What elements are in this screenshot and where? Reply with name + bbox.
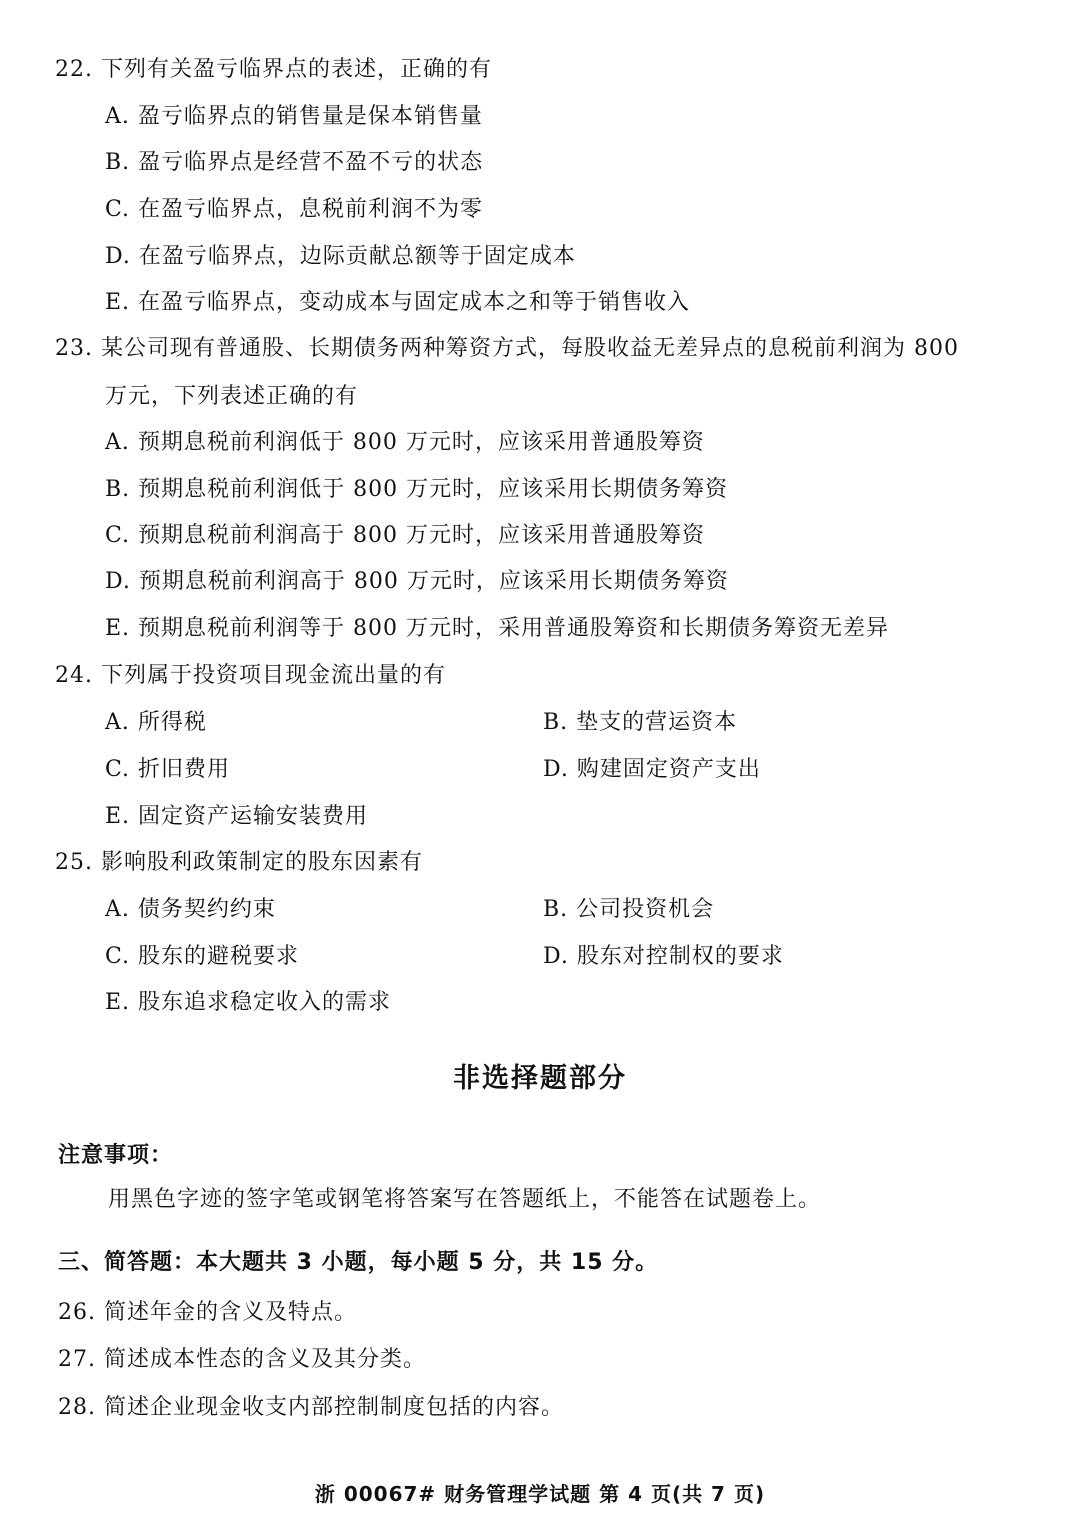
question-26: 26. 简述年金的含义及特点。 (58, 1300, 357, 1325)
question-22-stem: 22. 下列有关盈亏临界点的表述，正确的有 (55, 57, 492, 82)
question-27: 27. 简述成本性态的含义及其分类。 (58, 1347, 426, 1372)
question-22-option-c: C. 在盈亏临界点，息税前利润不为零 (105, 197, 484, 222)
notice-text: 用黑色字迹的签字笔或钢笔将答案写在答题纸上，不能答在试题卷上。 (108, 1187, 822, 1212)
question-23-option-a: A. 预期息税前利润低于 800 万元时，应该采用普通股筹资 (105, 430, 705, 455)
page-footer: 浙 00067# 财务管理学试题 第 4 页(共 7 页) (314, 1482, 766, 1506)
section-title: 非选择题部分 (453, 1063, 627, 1094)
question-23-option-e: E. 预期息税前利润等于 800 万元时，采用普通股筹资和长期债务筹资无差异 (105, 616, 890, 641)
question-24-option-d: D. 购建固定资产支出 (543, 757, 761, 782)
question-23-stem: 23. 某公司现有普通股、长期债务两种筹资方式，每股收益无差异点的息税前利润为 800 (55, 336, 959, 361)
question-25-option-b: B. 公司投资机会 (543, 897, 715, 922)
question-24-option-a: A. 所得税 (105, 710, 207, 735)
question-22-option-b: B. 盈亏临界点是经营不盈不亏的状态 (105, 150, 484, 175)
question-24-option-e: E. 固定资产运输安装费用 (105, 804, 369, 829)
question-24-stem: 24. 下列属于投资项目现金流出量的有 (55, 663, 446, 688)
question-25-option-a: A. 债务契约约束 (105, 897, 276, 922)
question-25-option-c: C. 股东的避税要求 (105, 944, 300, 969)
question-25-option-e: E. 股东追求稳定收入的需求 (105, 990, 392, 1015)
question-22-option-e: E. 在盈亏临界点，变动成本与固定成本之和等于销售收入 (105, 290, 691, 315)
question-28: 28. 简述企业现金收支内部控制制度包括的内容。 (58, 1395, 564, 1420)
question-25-option-d: D. 股东对控制权的要求 (543, 944, 784, 969)
question-24-option-c: C. 折旧费用 (105, 757, 231, 782)
question-25-stem: 25. 影响股利政策制定的股东因素有 (55, 850, 423, 875)
question-22-option-d: D. 在盈亏临界点，边际贡献总额等于固定成本 (105, 244, 576, 269)
question-23-stem-continued: 万元，下列表述正确的有 (105, 384, 359, 409)
question-23-option-c: C. 预期息税前利润高于 800 万元时，应该采用普通股筹资 (105, 523, 706, 548)
question-22-option-a: A. 盈亏临界点的销售量是保本销售量 (105, 104, 483, 129)
notice-heading: 注意事项： (58, 1143, 174, 1168)
part3-heading: 三、简答题：本大题共 3 小题，每小题 5 分，共 15 分。 (58, 1250, 659, 1275)
question-24-option-b: B. 垫支的营运资本 (543, 710, 738, 735)
question-23-option-b: B. 预期息税前利润低于 800 万元时，应该采用长期债务筹资 (105, 477, 729, 502)
question-23-option-d: D. 预期息税前利润高于 800 万元时，应该采用长期债务筹资 (105, 569, 729, 594)
